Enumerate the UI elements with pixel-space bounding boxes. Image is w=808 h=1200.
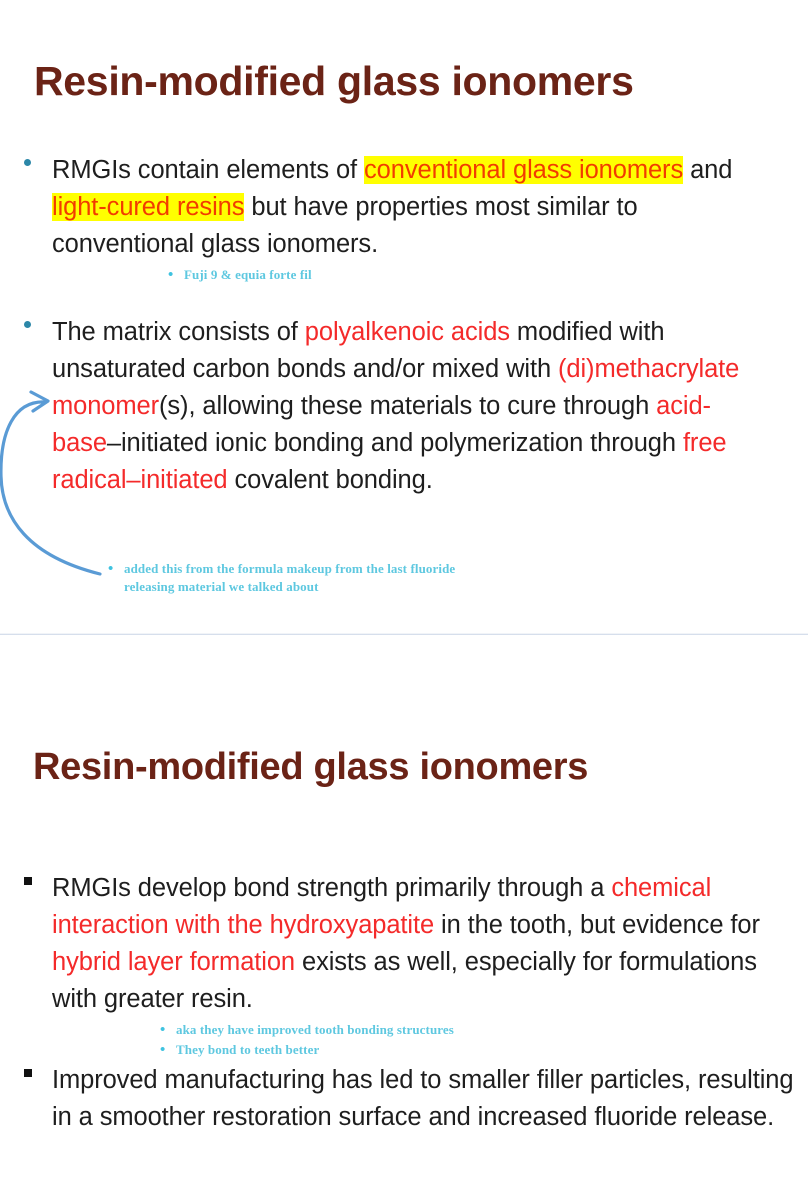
slide-2-bullet-2 [18,1062,798,1136]
bullet-text [52,152,780,263]
run-plain: in the tooth, but evidence for [434,911,760,939]
run-plain: Improved manufacturing has led to smaller filler particles, resulting in a smoother restoration surface and increased fluoride release. [52,1066,794,1131]
note-line: • aka they have improved tooth bonding structures [160,1021,660,1039]
run-plain: RMGIs develop bond strength primarily through a [52,874,612,902]
bullet-square-icon [24,877,32,885]
bullet-dot-icon [24,321,31,328]
run-plain: covalent bonding. [227,466,433,494]
run-red: hybrid layer formation [52,948,295,976]
run-red: acid-base [52,392,711,457]
bullet-row [18,1062,798,1136]
run-plain: (s), allowing these materials to cure through [159,392,657,420]
bullet-row [18,152,780,263]
note-line: • They bond to teeth better [160,1041,660,1059]
run-plain: The matrix consists of [52,318,305,346]
bullet-dot-icon [24,159,31,166]
bullet-row [18,314,776,499]
slide-1-bullet-1 [18,152,780,263]
slide-2-bullet-1 [18,870,793,1018]
slide-2-note-2 [160,1041,660,1059]
run-red: chemical interaction with the hydroxyapatite [52,874,712,939]
run-red: free radical–initiated [52,429,727,494]
run-plain: –initiated ionic bonding and polymerization through [106,429,683,457]
bullet-row [18,870,793,1018]
slide-resin-modified-glass-ionomers-2 [0,635,808,1200]
bullet-square-icon [24,1069,32,1077]
slide-1-bullet-2 [18,314,776,499]
bullet-text [52,870,793,1018]
note-line-continued: releasing material we talked about [124,579,319,594]
run-plain: and [683,156,733,184]
run-plain: exists as well, especially for formulations with greater resin. [52,948,757,1013]
slide-1-title: Resin-modified glass ionomers [34,58,634,105]
bullet-text [52,314,776,499]
note-line: • Fuji 9 & equia forte fil [168,266,588,284]
slide-1-note-1 [168,266,588,284]
run-red: (di)methacrylate monomer [52,355,740,420]
run-red: polyalkenoic acids [304,318,510,346]
run-highlight: light-cured resins [52,193,245,221]
note-line: • added this from the formula makeup from the last fluoride [108,560,608,578]
run-plain: but have properties most similar to conventional glass ionomers. [52,193,638,258]
slide-2-note-1 [160,1021,660,1039]
slide-1-note-2 [108,560,608,596]
run-plain: modified with unsaturated carbon bonds and/or mixed with [52,318,665,383]
bullet-text [52,1062,798,1136]
slide-2-title: Resin-modified glass ionomers [33,746,589,789]
run-highlight: conventional glass ionomers [364,156,684,184]
run-plain: RMGIs contain elements of [52,156,365,184]
